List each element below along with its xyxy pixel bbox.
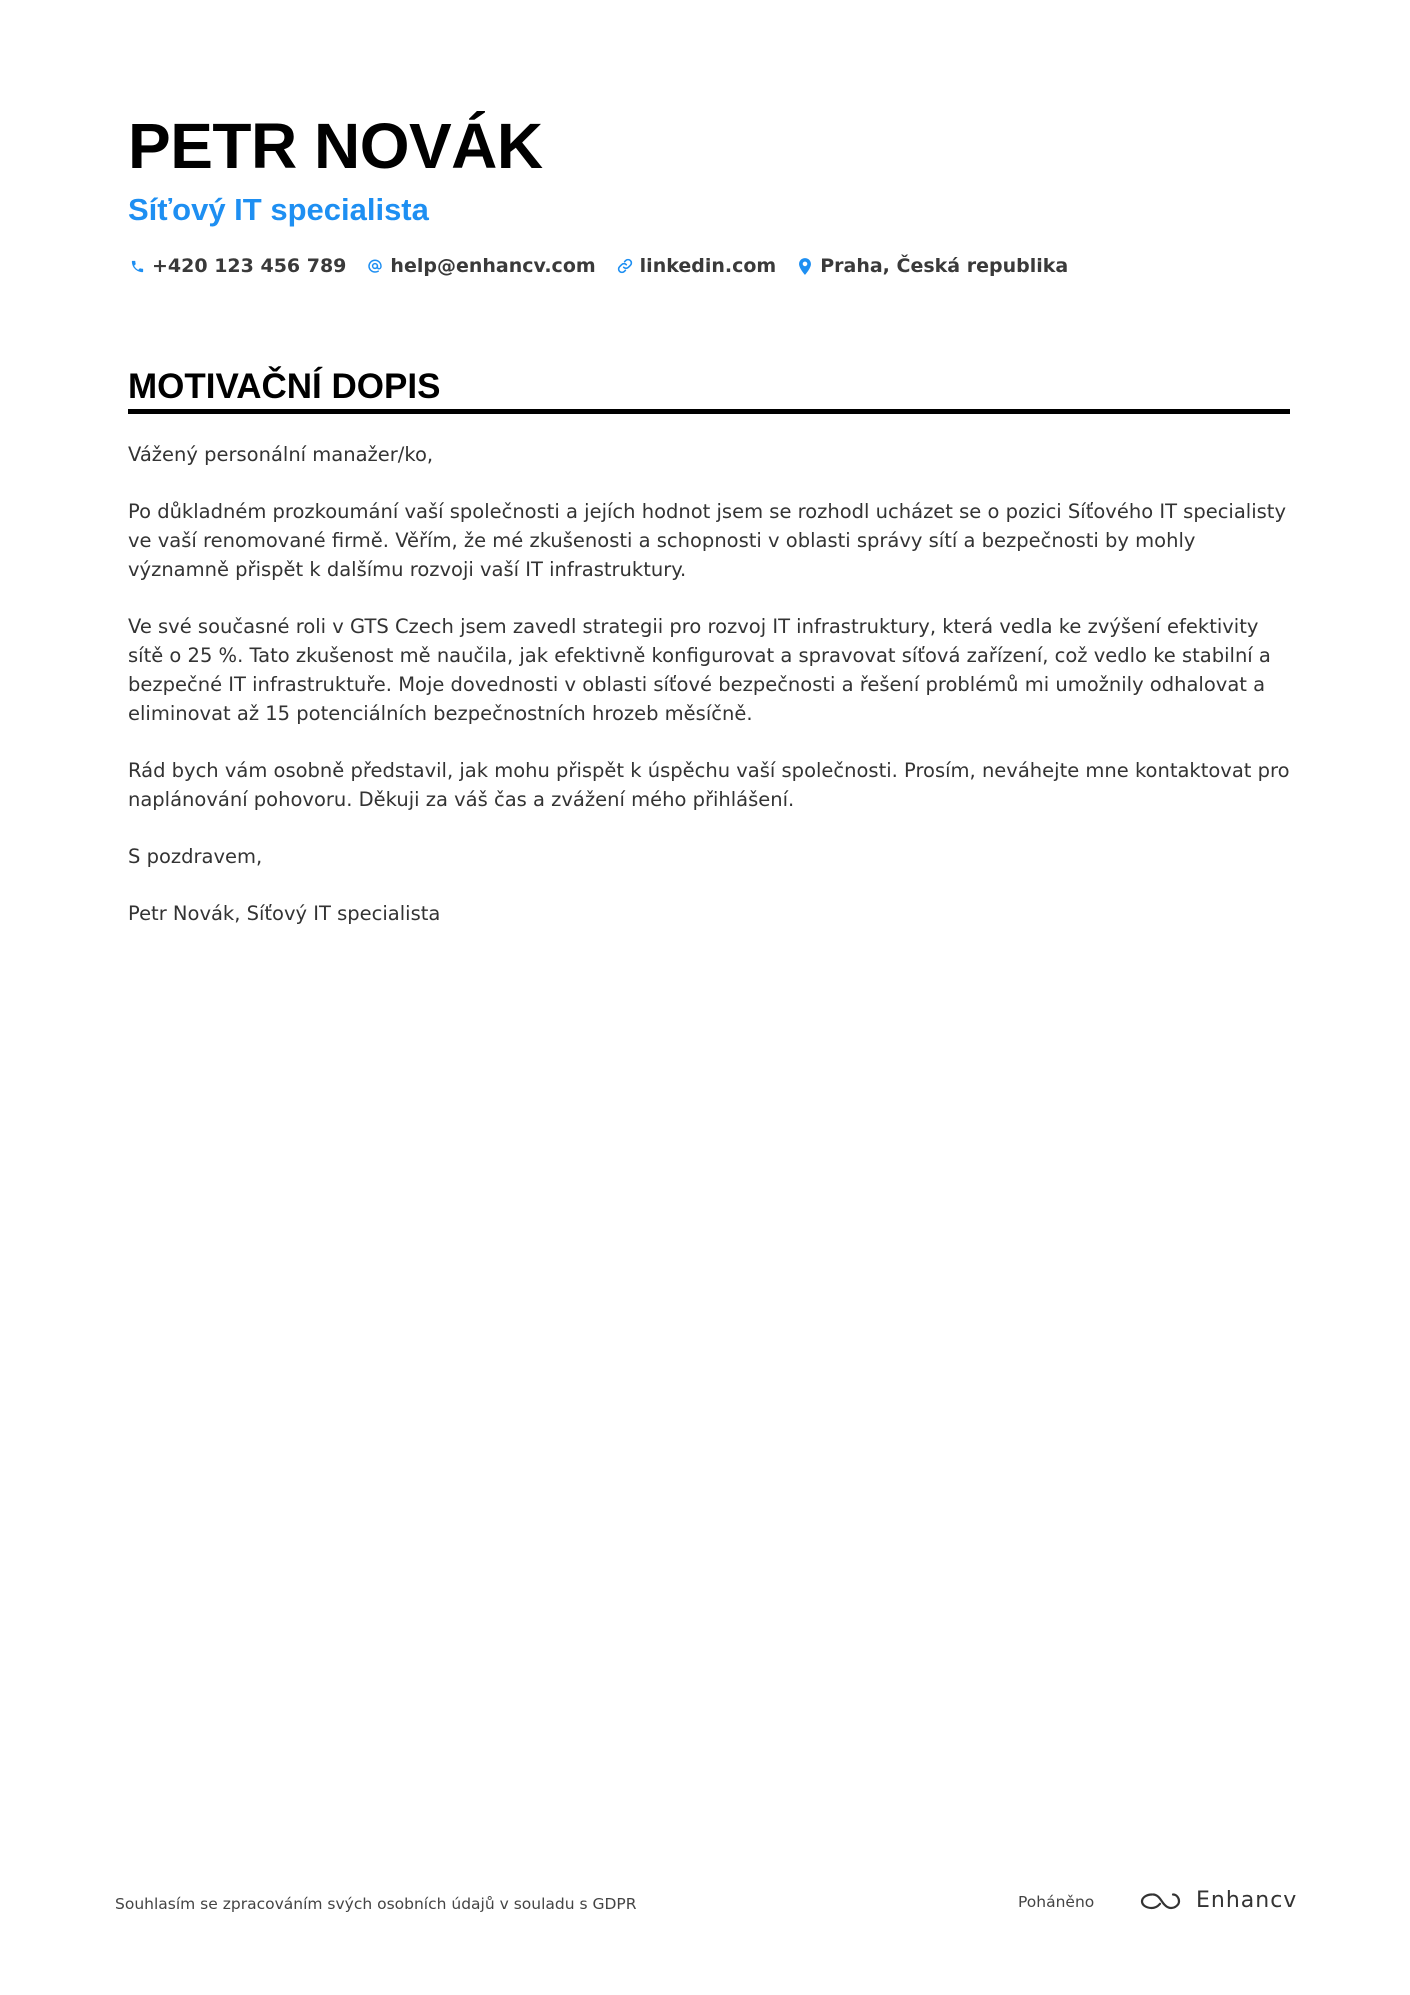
phone-icon <box>128 257 146 275</box>
letter-closing: S pozdravem, <box>128 845 263 868</box>
enhancv-brand-name: Enhancv <box>1196 1888 1298 1913</box>
link-icon <box>616 257 634 275</box>
job-title: Síťový IT specialista <box>128 192 429 227</box>
section-divider <box>128 409 1290 414</box>
letter-paragraph: Rád bych vám osobně představil, jak mohu přispět k úspěchu vaší společnosti. Prosím, neváhejte mne kontaktovat pro naplánování pohovoru. Děkuji za váš čas a zvážení mého přihlášení. <box>128 759 1290 811</box>
linkedin-text: linkedin.com <box>639 255 777 277</box>
letter-greeting: Vážený personální manažer/ko, <box>128 443 434 466</box>
contact-location <box>796 252 1068 280</box>
gdpr-consent-text: Souhlasím se zpracováním svých osobních údajů v souladu s GDPR <box>115 1895 637 1913</box>
at-icon <box>366 257 384 275</box>
candidate-name: PETR NOVÁK <box>128 110 543 182</box>
location-pin-icon <box>796 257 814 275</box>
letter-paragraph: Ve své současné roli v GTS Czech jsem zavedl strategii pro rozvoj IT infrastruktury, která vedla ke zvýšení efektivity sítě o 25 %. Tato zkušenost mě naučila, jak efektivně konfigurovat a spravovat síťová zařízení, což vedlo ke stabilní a bezpečné IT infrastruktuře. Moje dovednosti v oblasti síťové bezpečnosti a řešení problémů mi umožnily odhalovat a eliminovat až 15 potenciálních bezpečnostních hrozeb měsíčně. <box>128 615 1271 725</box>
contact-bar <box>128 252 1088 280</box>
letter-signature: Petr Novák, Síťový IT specialista <box>128 902 441 925</box>
letter-paragraph: Po důkladném prozkoumání vaší společnosti a jejích hodnot jsem se rozhodl ucházet se o pozici Síťového IT specialisty ve vaší renomované firmě. Věřím, že mé zkušenosti a schopnosti v oblasti správy sítí a bezpečnosti by mohly významně přispět k dalšímu rozvoji vaší IT infrastruktury. <box>128 500 1286 581</box>
letter-body <box>128 440 1293 956</box>
email-text: help@enhancv.com <box>390 255 596 277</box>
location-text: Praha, Česká republika <box>820 255 1069 277</box>
enhancv-brand[interactable] <box>1138 1887 1297 1915</box>
enhancv-logo-icon <box>1138 1888 1184 1914</box>
contact-linkedin[interactable] <box>616 252 777 280</box>
contact-email[interactable] <box>366 252 595 280</box>
powered-by-label: Poháněno <box>1018 1893 1095 1911</box>
phone-text: +420 123 456 789 <box>152 255 347 277</box>
contact-phone[interactable] <box>128 252 346 280</box>
section-heading: MOTIVAČNÍ DOPIS <box>128 367 441 406</box>
